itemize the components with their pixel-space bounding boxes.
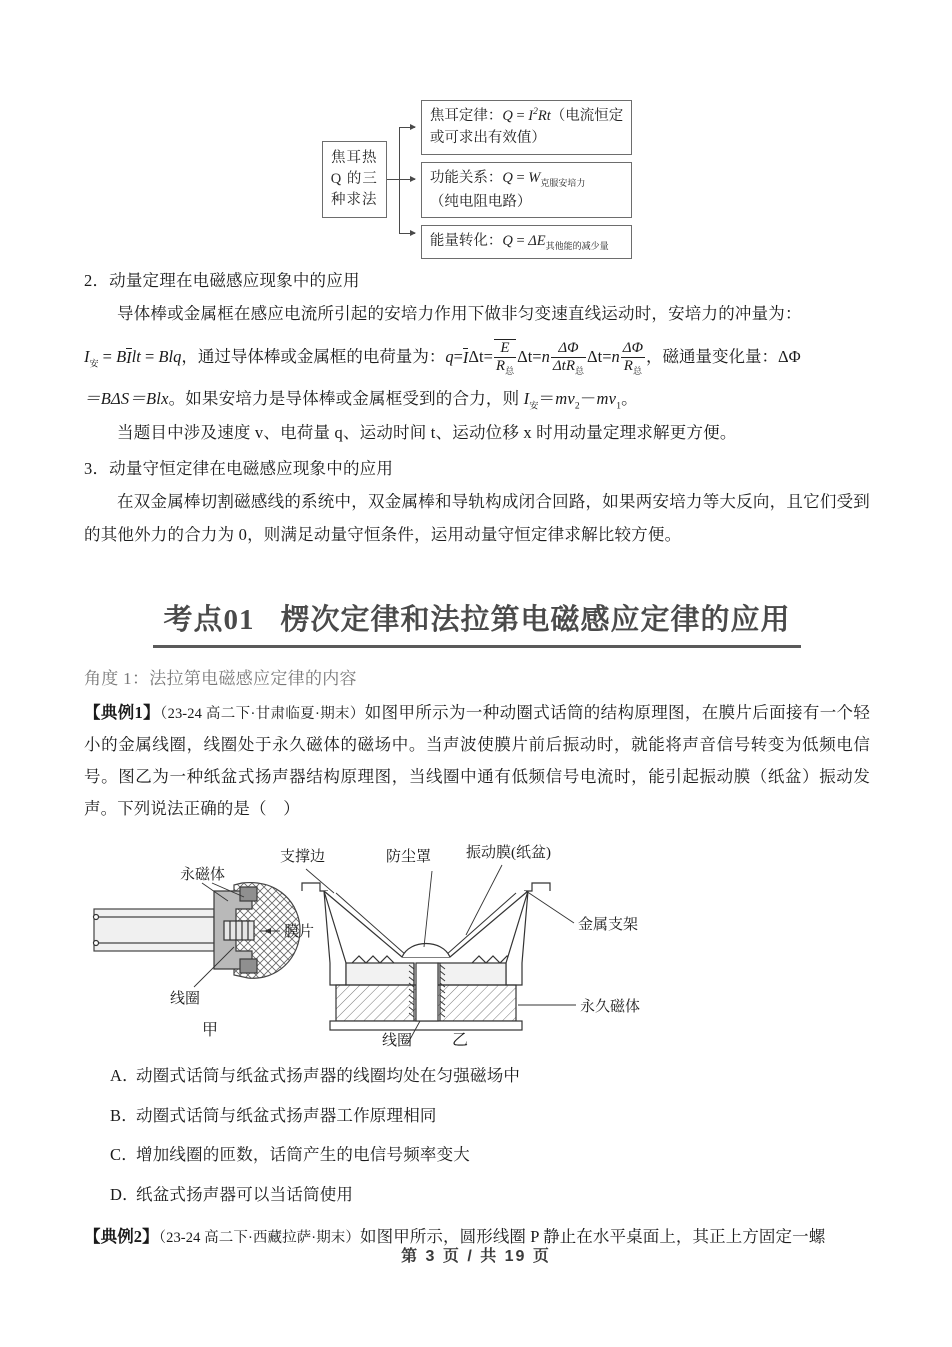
page-content [84,100,870,1253]
section3-paragraph-1: 在双金属棒切割磁感线的系统中，双金属棒和导轨构成闭合回路，如果两安培力等大反向，且它们受到的其他外力的合力为 0，则满足动量守恒条件，运用动量守恒定律求解比较方便。 [84,492,870,544]
formula2-period: 。 [621,389,638,409]
option-c-label: C． [110,1145,138,1165]
formula2-mv1: mv [596,389,617,409]
section2-heading: 2．动量定理在电磁感应现象中的应用 [84,271,360,291]
formula-eq6: = [602,347,612,367]
flow-box2-prefix: 功能关系 [429,169,488,186]
formula2-eq: ＝ [538,389,556,409]
formula-fraction-2 [551,340,586,377]
label-xianquan-left: 线圈 [170,991,201,1008]
flow-left-line-2: Q 的三 [330,171,378,188]
label-yongjiucitii: 永久磁体 [580,999,641,1016]
flow-box2-W-sub: 克服安培力 [540,177,586,188]
flow-box1-t: t [546,108,551,124]
formula-fraction-1 [494,339,516,376]
flow-box2-W: W [528,169,541,186]
page-footer: 第 3 页 / 共 19 页 [401,1248,551,1265]
flow-box-energy-relation [421,162,632,218]
dianli2-source: （23-24 高二下·西藏拉萨·期末） [158,1230,361,1246]
section2-formula-line2 [84,383,870,416]
section2-paragraph-1: 导体棒或金属框在感应电流所引起的安培力作用下做非匀变速直线运动时，安培力的冲量为： [117,304,802,324]
flow-box-joule-law [421,100,632,155]
formula-dt2: Δt [517,347,533,367]
formula-lt: lt [131,347,141,367]
formula-I: I [84,347,90,367]
label-xianquan-right: 线圈 [382,1033,413,1050]
formula-I-sub: 安 [89,358,99,369]
formula-frac3-den-sub: 总 [632,365,642,376]
option-a-label: A． [110,1066,139,1086]
option-d-text: 纸盆式扬声器可以当话筒使用 [136,1184,354,1204]
section2-formula-impulse [84,340,870,377]
label-jinshuzhijia: 金属支架 [578,917,639,934]
flow-box1-line2: 或可求出有效值） [429,130,546,147]
caption-jia: 甲 [202,1022,219,1040]
formula-eq2: = [140,347,159,367]
formula-eq5: = [532,347,542,367]
flow-box1-exp: 2 [533,107,538,118]
flow-box2-eq: = [512,169,529,186]
label-zhichengbian: 支撑边 [280,849,326,866]
formula-dt3: Δt [587,347,603,367]
flow-left-label [322,141,387,218]
label-yongcitii: 永磁体 [180,867,226,884]
jiaodu-label: 角度 1：法拉第电磁感应定律的内容 [84,668,357,688]
flow-box1-Q: Q [502,108,513,124]
figure-svg [84,835,870,1050]
formula-frac2-den-sub: 总 [575,365,585,376]
option-d[interactable] [110,1182,870,1208]
flow-box3-prefix: 能量转化 [429,233,488,250]
kaodian-number: 01 [223,603,255,636]
kaodian-heading [153,595,800,648]
flow-left-line-1: 焦耳热 [331,150,378,166]
flow-box1-R: R [537,108,547,124]
formula-Blq: Blq [158,347,182,367]
flow-box1-tail: （电流恒定 [550,108,624,124]
flow-box2-sep: ： [487,169,503,186]
microphone-diagram [94,883,301,987]
flow-left-line-3: 种求法 [331,192,378,209]
label-mopian: 膜片 [284,924,315,941]
label-zhendongmo: 振动膜(纸盆) [466,845,551,862]
formula-frac1-num: E [494,339,516,358]
flow-box-energy-conversion [421,225,632,259]
dianli1-tag: 【典例1】 [84,702,160,722]
option-c[interactable] [110,1142,870,1168]
formula-dt1: Δt [468,347,484,367]
option-d-label: D． [110,1184,139,1204]
formula-tail: ，磁通量变化量：ΔΦ [646,347,801,367]
formula-eq3: = [453,347,463,367]
caption-yi: 乙 [452,1032,469,1050]
formula2-sub1: 1 [616,401,622,412]
label-fangchenzhao: 防尘罩 [386,849,432,866]
flow-box1-prefix: 焦耳定律 [429,108,488,124]
flow-box2-Q: Q [502,169,513,186]
flow-box2-line2: （纯电阻电路） [429,193,532,210]
dianli1-body: 如图甲所示为一种动圈式话筒的结构原理图，在膜片后面接有一个轻小的金属线圈，线圈处于永久磁体的磁场中。当声波使膜片前后振动时，就能将声音信号转变为低频电信号。图乙为一种纸盆式扬声器结构原理图，当线圈中通有低频信号电流时，能引起振动膜（纸盆）振动发声。下列说法正确的是（ ） [84,702,871,819]
flow-box3-Q: Q [502,233,513,250]
option-b-label: B． [110,1105,138,1125]
flow-box3-dE-sub: 其他能的减少量 [545,241,609,252]
kaodian-title: 楞次定律和法拉第电磁感应定律的应用 [280,603,791,636]
formula2-minus: － [579,389,597,409]
formula2-I-sub: 安 [529,400,539,411]
dianli-1 [84,697,870,826]
option-b[interactable] [110,1103,870,1129]
dianli2-tag: 【典例2】 [84,1227,159,1246]
formula2-mv2: mv [555,389,575,409]
formula-Ibar2: I [462,347,469,367]
formula-n2: n [611,347,620,367]
option-c-text: 增加线圈的匝数，话筒产生的电信号频率变大 [136,1145,470,1165]
section3-heading: 3．动量守恒定律在电磁感应现象中的应用 [84,459,394,479]
flow-box1-I: I [528,108,534,124]
formula-frac1-den-sub: 总 [505,365,515,376]
flow-box1-eq: = [512,108,529,124]
formula-B: B [116,347,127,367]
formula-frac3-num: ΔΦ [621,340,645,358]
formula-text-mid: ，通过导体棒或金属框的电荷量为： [181,347,446,367]
formula-n1: n [541,347,550,367]
formula2-sub2: 2 [574,401,580,412]
kaodian-prefix: 考点 [163,603,224,636]
flow-connector [387,114,421,246]
formula-eq1: = [98,347,117,367]
flow-box1-sep: ： [487,108,503,124]
formula-eq4: = [483,347,493,367]
formula-frac2-num: ΔΦ [551,340,586,358]
flow-box3-eq: = [512,233,529,250]
formula-frac1-den: R [495,357,506,374]
flow-box3-dE: ΔE [528,233,546,250]
formula-frac2-den: ΔtR [552,357,575,374]
formula2-I: I [523,389,530,409]
formula-I-bar: I [126,347,132,367]
formula2-start: ＝BΔS＝Blx [84,389,169,409]
flow-box3-sep: ： [487,233,503,250]
option-a[interactable] [110,1063,870,1089]
formula-q: q [445,347,454,367]
formula2-text: 。如果安培力是导体棒或金属框受到的合力，则 [168,389,524,409]
joule-heat-flow-diagram [84,100,870,259]
option-b-text: 动圈式话筒与纸盆式扬声器工作原理相同 [136,1105,437,1125]
formula-frac3-den: R [623,357,633,374]
kaodian-heading-wrap [84,595,870,648]
speaker-diagram [302,865,576,1043]
dianli1-source: （23-24 高二下·甘肃临夏·期末） [160,705,365,722]
microphone-speaker-figure [84,835,870,1050]
section2-paragraph-2: 当题目中涉及速度 v、电荷量 q、运动时间 t、运动位移 x 时用动量定理求解更方便。 [117,423,737,443]
formula-fraction-3 [621,340,645,377]
dianli2-body: 如图甲所示，圆形线圈 P 静止在水平桌面上，其正上方固定一螺 [360,1227,826,1246]
option-a-text: 动圈式话筒与纸盆式扬声器的线圈均处在匀强磁场中 [136,1066,521,1086]
